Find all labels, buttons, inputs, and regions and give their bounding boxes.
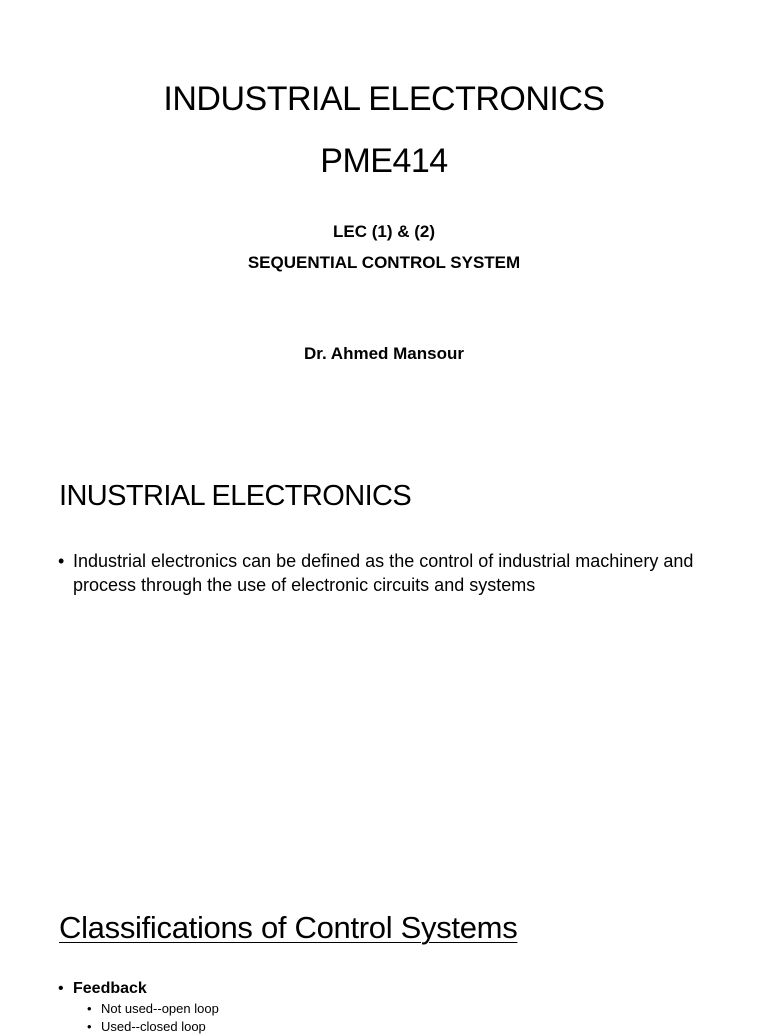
sub-bullet-text: Not used--open loop xyxy=(101,1001,219,1016)
author-name: Dr. Ahmed Mansour xyxy=(304,344,464,363)
bullet-icon: • xyxy=(87,1019,92,1034)
bullet-icon: • xyxy=(58,551,65,571)
classification-slide xyxy=(0,864,768,1034)
definition-slide xyxy=(0,432,768,864)
bullet-text: Feedback xyxy=(73,980,147,997)
bullet-icon: • xyxy=(58,980,64,997)
bullet-list xyxy=(58,549,708,597)
bullet-text: Industrial electronics can be defined as the control of industrial machinery and process through the use of electronic circuits and systems xyxy=(73,551,694,595)
slide-heading: INUSTRIAL ELECTRONICS xyxy=(59,480,412,512)
slide-title: INDUSTRIAL ELECTRONICS xyxy=(163,80,605,118)
lecture-label: LEC (1) & (2) xyxy=(333,222,435,241)
course-code: PME414 xyxy=(320,142,448,180)
list-item xyxy=(58,978,708,1000)
sub-bullet-text: Used--closed loop xyxy=(101,1019,206,1034)
lecture-topic: SEQUENTIAL CONTROL SYSTEM xyxy=(247,253,521,272)
title-slide xyxy=(0,0,768,432)
sub-list-item xyxy=(87,1018,708,1036)
bullet-icon: • xyxy=(87,1001,92,1016)
list-item xyxy=(58,549,708,597)
bullet-list xyxy=(58,978,708,1036)
slide-heading: Classifications of Control Systems xyxy=(59,910,518,945)
sub-list-item xyxy=(87,1000,708,1018)
